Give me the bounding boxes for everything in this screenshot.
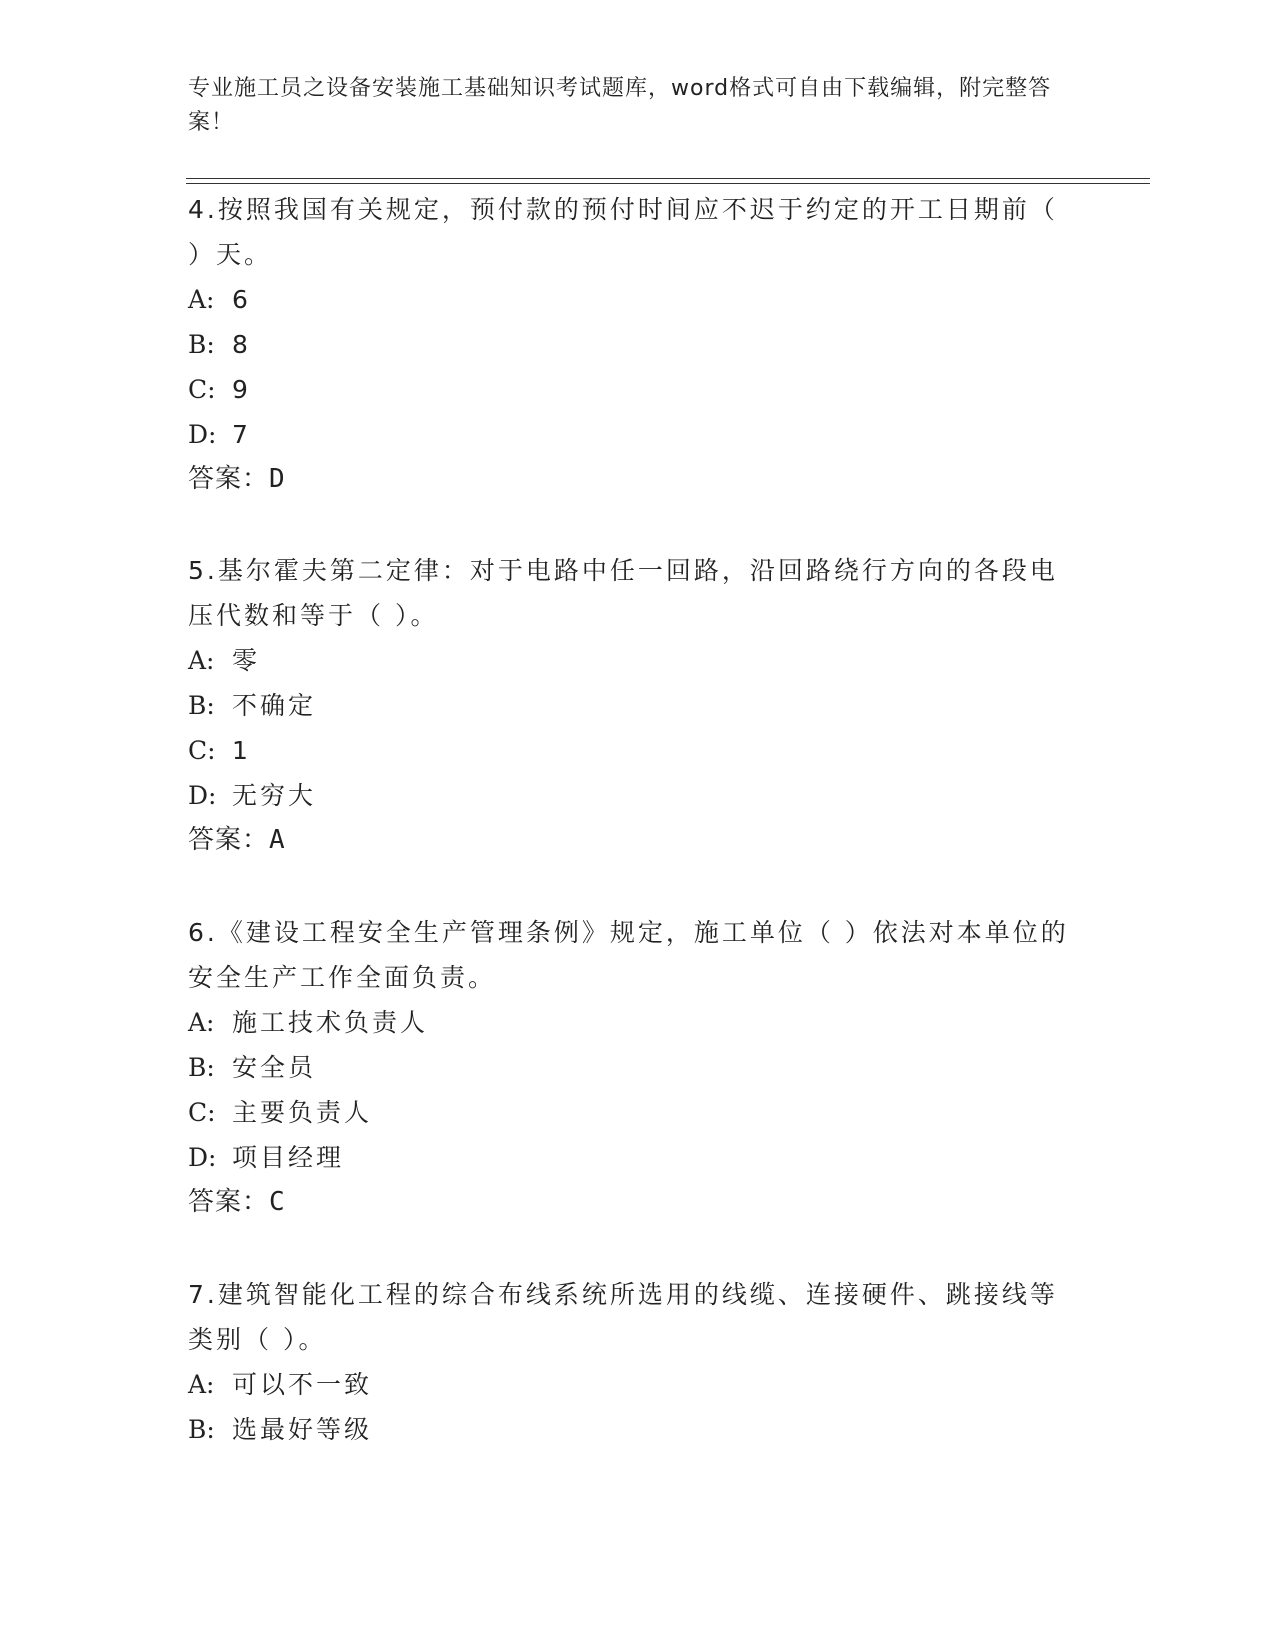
question-stem: 4.按照我国有关规定，预付款的预付时间应不迟于约定的开工日期前（ ）天。 (188, 195, 1058, 269)
option-label: A: (188, 646, 215, 675)
option-b (188, 322, 1078, 367)
option-label: B: (188, 330, 215, 359)
option-text: 主要负责人 (232, 1098, 373, 1127)
option-label: D: (188, 420, 217, 449)
option-c (188, 367, 1078, 412)
option-text: 选最好等级 (232, 1415, 373, 1444)
option-label: B: (188, 1053, 215, 1082)
option-label: B: (188, 691, 215, 720)
option-text: 施工技术负责人 (232, 1008, 429, 1037)
question-stem: 6.《建设工程安全生产管理条例》规定，施工单位（ ）依法对本单位的安全生产工作全面负责。 (188, 918, 1069, 992)
option-b (188, 1407, 1078, 1452)
option-c (188, 1090, 1078, 1135)
question-5 (188, 548, 1078, 863)
question-7 (188, 1272, 1078, 1452)
option-a (188, 638, 1078, 683)
answer-label: 答案： (188, 464, 270, 494)
header-divider-top (186, 178, 1150, 179)
option-a (188, 1000, 1078, 1045)
document-header: 专业施工员之设备安装施工基础知识考试题库，word格式可自由下载编辑，附完整答案！ (188, 76, 1052, 135)
option-label: D: (188, 781, 217, 810)
answer-value: A (269, 825, 286, 855)
answer-label: 答案： (188, 825, 270, 855)
option-text: 9 (232, 375, 251, 404)
option-d (188, 1135, 1078, 1180)
question-stem: 7.建筑智能化工程的综合布线系统所选用的线缆、连接硬件、跳接线等类别（ ）。 (188, 1280, 1058, 1354)
option-text: 1 (232, 736, 251, 765)
option-text: 无穷大 (232, 781, 317, 810)
answer-line (188, 457, 1078, 502)
answer-value: C (269, 1187, 286, 1217)
option-label: B: (188, 1415, 215, 1444)
answer-line (188, 1180, 1078, 1225)
option-text: 6 (232, 285, 251, 314)
option-label: A: (188, 285, 215, 314)
question-4 (188, 187, 1078, 502)
option-label: C: (188, 736, 216, 765)
option-text: 零 (232, 646, 261, 675)
question-stem: 5.基尔霍夫第二定律：对于电路中任一回路，沿回路绕行方向的各段电压代数和等于（ ）。 (188, 556, 1058, 630)
option-label: C: (188, 375, 216, 404)
option-label: A: (188, 1370, 215, 1399)
answer-label: 答案： (188, 1187, 270, 1217)
option-d (188, 412, 1078, 457)
option-label: A: (188, 1008, 215, 1037)
option-b (188, 683, 1078, 728)
option-c (188, 728, 1078, 773)
option-label: D: (188, 1143, 217, 1172)
option-label: C: (188, 1098, 216, 1127)
answer-value: D (269, 464, 286, 494)
option-a (188, 1362, 1078, 1407)
option-text: 可以不一致 (232, 1370, 373, 1399)
option-d (188, 773, 1078, 818)
option-a (188, 277, 1078, 322)
option-text: 不确定 (232, 691, 317, 720)
option-text: 7 (232, 420, 251, 449)
option-text: 项目经理 (232, 1143, 345, 1172)
option-b (188, 1045, 1078, 1090)
header-divider-bottom (186, 183, 1150, 184)
answer-line (188, 818, 1078, 863)
option-text: 安全员 (232, 1053, 317, 1082)
question-6 (188, 910, 1078, 1225)
option-text: 8 (232, 330, 251, 359)
